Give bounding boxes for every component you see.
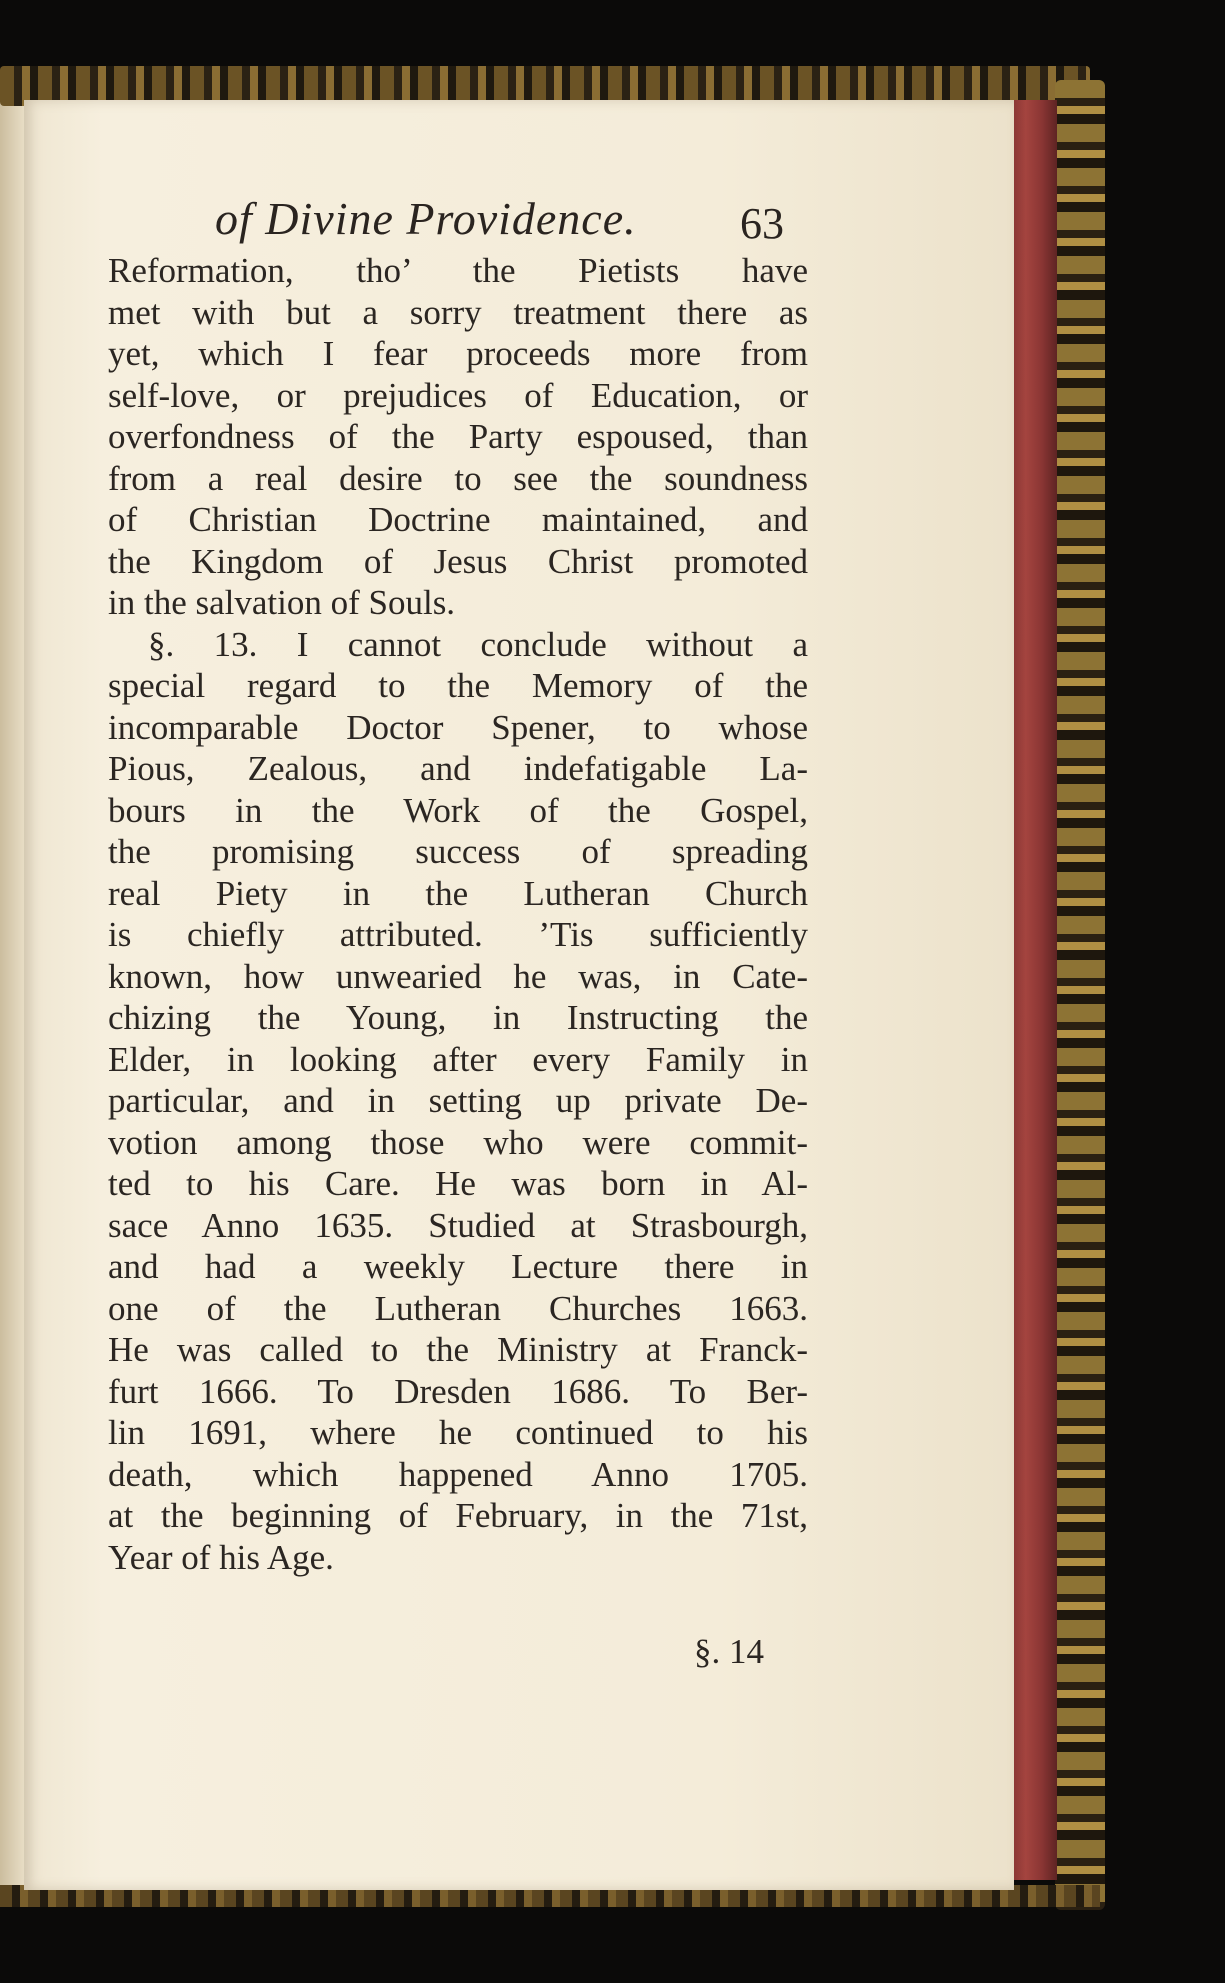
text-line: overfondness of the Party espoused, than bbox=[108, 417, 808, 456]
text-line: sace Anno 1635. Studied at Strasbourgh, bbox=[108, 1205, 808, 1245]
text-line: of Christian Doctrine maintained, and bbox=[108, 500, 808, 539]
text-line: yet, which I fear proceeds more from bbox=[108, 334, 808, 373]
text-line: death, which happened Anno 1705. bbox=[108, 1454, 808, 1494]
text-line: from a real desire to see the soundness bbox=[108, 458, 808, 498]
text-line: lin 1691, where he continued to his bbox=[108, 1413, 808, 1452]
text-line: met with but a sorry treatment there as bbox=[108, 292, 808, 332]
text-line: in the salvation of Souls. bbox=[108, 583, 456, 622]
catchword: §. 14 bbox=[694, 1632, 764, 1671]
text-line: furt 1666. To Dresden 1686. To Ber- bbox=[108, 1371, 808, 1411]
text-line: self-love, or prejudices of Education, or bbox=[108, 375, 808, 415]
body-text bbox=[108, 250, 808, 1578]
text-line: ted to his Care. He was born in Al- bbox=[108, 1164, 808, 1203]
text-line: particular, and in setting up private De- bbox=[108, 1081, 808, 1120]
text-line: §. 13. I cannot conclude without a bbox=[148, 624, 808, 664]
text-line: votion among those who were commit- bbox=[108, 1122, 808, 1162]
text-line: the Kingdom of Jesus Christ promoted bbox=[108, 541, 808, 581]
text-line: special regard to the Memory of the bbox=[108, 666, 808, 705]
text-line: at the beginning of February, in the 71st, bbox=[108, 1496, 808, 1535]
text-line: Elder, in looking after every Family in bbox=[108, 1039, 808, 1079]
text-line: is chiefly attributed. ’Tis sufficiently bbox=[108, 915, 808, 954]
text-line: and had a weekly Lecture there in bbox=[108, 1247, 808, 1286]
page-number: 63 bbox=[740, 199, 784, 248]
text-line: Year of his Age. bbox=[108, 1537, 334, 1577]
text-line: chizing the Young, in Instructing the bbox=[108, 998, 808, 1037]
text-line: incomparable Doctor Spener, to whose bbox=[108, 707, 808, 747]
text-line: Reformation, tho’ the Pietists have bbox=[108, 251, 808, 290]
text-line: Pious, Zealous, and indefatigable La- bbox=[108, 749, 808, 788]
running-head: of Divine Providence. bbox=[215, 193, 637, 244]
spine-tooled-border bbox=[1055, 80, 1105, 1910]
text-line: one of the Lutheran Churches 1663. bbox=[108, 1288, 808, 1328]
text-line: the promising success of spreading bbox=[108, 832, 808, 871]
text-line: bours in the Work of the Gospel, bbox=[108, 790, 808, 830]
text-line: known, how unwearied he was, in Cate- bbox=[108, 956, 808, 996]
text-line: He was called to the Ministry at Franck- bbox=[108, 1330, 808, 1369]
text-line: real Piety in the Lutheran Church bbox=[108, 873, 808, 913]
